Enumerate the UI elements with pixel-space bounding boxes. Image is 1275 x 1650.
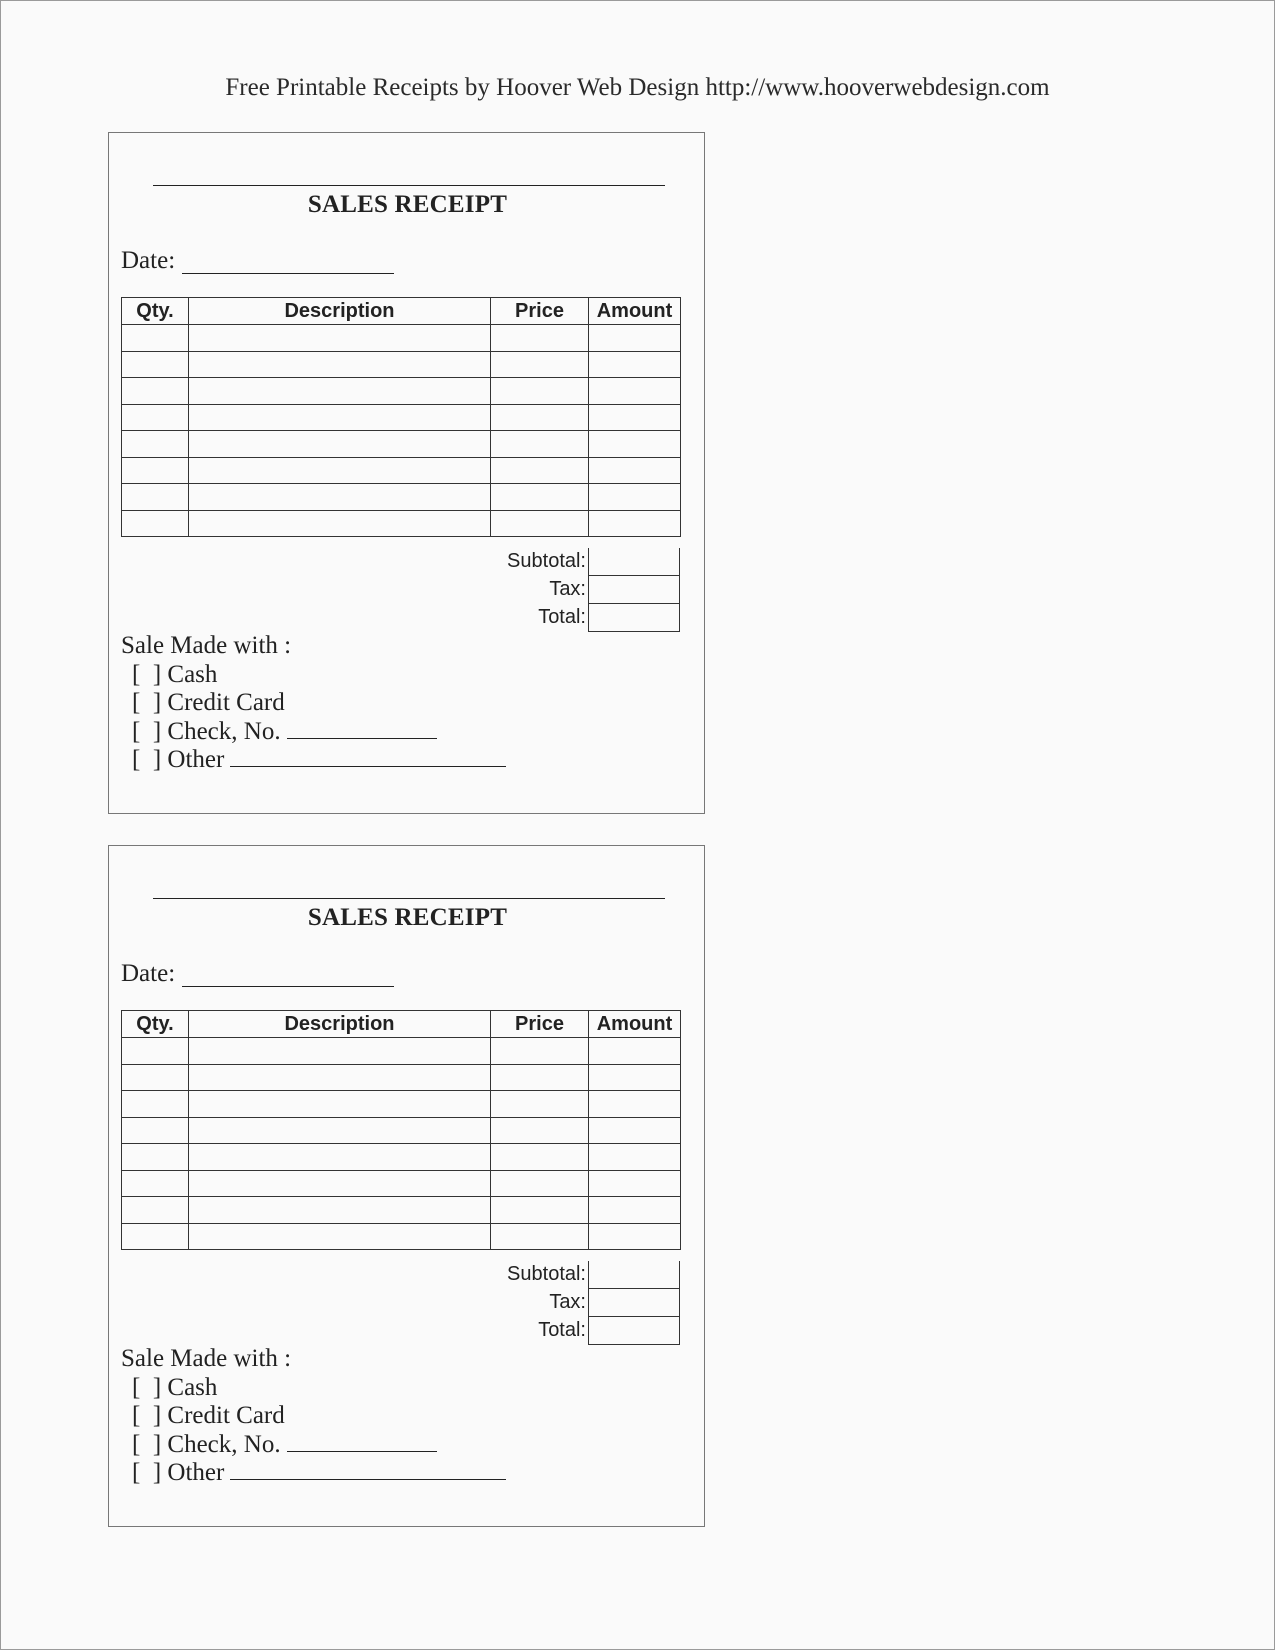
price-cell[interactable] [491,378,589,405]
date-label: Date: [121,247,176,274]
payment-option-label: [ ] Cash [132,1373,218,1401]
amount-cell[interactable] [589,457,681,484]
amount-cell[interactable] [589,510,681,537]
amount-cell[interactable] [589,404,681,431]
payment-option-label: [ ] Check, No. [132,1430,281,1458]
payment-option-label: [ ] Other [132,1459,225,1486]
payment-section [121,632,506,775]
sales-receipt-2 [108,845,705,1527]
payment-option-cash[interactable] [121,1374,506,1403]
price-cell[interactable] [491,1064,589,1091]
sale-made-with-label: Sale Made with : [121,1345,292,1372]
payment-option-credit-card[interactable] [121,1402,506,1431]
subtotal-row [121,1261,680,1289]
qty-cell[interactable] [122,510,189,537]
payment-option-check[interactable] [121,1431,506,1460]
amount-cell[interactable] [589,1144,681,1171]
payment-option-cash[interactable] [121,661,506,690]
amount-cell[interactable] [589,1038,681,1065]
date-field-line[interactable] [182,273,394,274]
amount-cell[interactable] [589,1091,681,1118]
price-cell[interactable] [491,404,589,431]
payment-section [121,1345,506,1488]
description-cell[interactable] [189,1144,491,1171]
qty-cell[interactable] [122,431,189,458]
table-row [122,1197,681,1224]
receipt-title: SALES RECEIPT [307,904,508,931]
price-cell[interactable] [491,1117,589,1144]
table-header-row [122,1011,681,1038]
qty-cell[interactable] [122,1038,189,1065]
receipt-title: SALES RECEIPT [307,191,508,218]
description-cell[interactable] [189,404,491,431]
payment-option-label: [ ] Credit Card [132,689,285,716]
qty-cell[interactable] [122,1117,189,1144]
amount-cell[interactable] [589,431,681,458]
subtotal-field[interactable] [588,1261,680,1289]
check-number-line[interactable] [287,1431,437,1452]
qty-cell[interactable] [122,1144,189,1171]
qty-cell[interactable] [122,1223,189,1250]
price-cell[interactable] [491,431,589,458]
business-name-line[interactable] [153,185,665,186]
qty-cell[interactable] [122,484,189,511]
tax-field[interactable] [588,576,680,604]
amount-cell[interactable] [589,484,681,511]
column-header-description: Description [189,1011,491,1038]
column-header-amount: Amount [589,298,681,325]
total-label: Total: [538,1319,586,1341]
item-rows [122,1038,681,1250]
column-header-description: Description [189,298,491,325]
description-cell[interactable] [189,325,491,352]
amount-cell[interactable] [589,1223,681,1250]
amount-cell[interactable] [589,1170,681,1197]
sale-made-with-label: Sale Made with : [121,632,292,659]
other-payment-line[interactable] [230,746,506,767]
tax-label: Tax: [549,578,586,600]
payment-option-label: [ ] Check, No. [132,717,281,745]
amount-cell[interactable] [589,1197,681,1224]
description-cell[interactable] [189,351,491,378]
subtotal-label: Subtotal: [507,550,586,572]
check-number-line[interactable] [287,718,437,739]
table-row [122,404,681,431]
payment-option-label: [ ] Credit Card [132,1402,285,1429]
description-cell[interactable] [189,431,491,458]
price-cell[interactable] [491,1223,589,1250]
tax-label: Tax: [549,1291,586,1313]
amount-cell[interactable] [589,325,681,352]
total-row [121,1317,680,1345]
column-header-qty: Qty. [122,298,189,325]
qty-cell[interactable] [122,457,189,484]
table-row [122,431,681,458]
column-header-amount: Amount [589,1011,681,1038]
tax-row [121,576,680,604]
payment-option-check[interactable] [121,718,506,747]
items-table [121,1010,681,1250]
description-cell[interactable] [189,1117,491,1144]
description-cell[interactable] [189,1091,491,1118]
qty-cell[interactable] [122,1091,189,1118]
description-cell[interactable] [189,1064,491,1091]
table-row [122,1117,681,1144]
price-cell[interactable] [491,1038,589,1065]
total-field[interactable] [588,604,680,632]
sales-receipt-1 [108,132,705,814]
items-table [121,297,681,537]
total-field[interactable] [588,1317,680,1345]
total-label: Total: [538,606,586,628]
payment-option-other[interactable] [121,1459,506,1488]
table-row [122,351,681,378]
description-cell[interactable] [189,1170,491,1197]
description-cell[interactable] [189,457,491,484]
date-label: Date: [121,960,176,987]
table-row [122,1064,681,1091]
table-row [122,510,681,537]
other-payment-line[interactable] [230,1459,506,1480]
tax-row [121,1289,680,1317]
table-row [122,484,681,511]
amount-cell[interactable] [589,378,681,405]
tax-field[interactable] [588,1289,680,1317]
table-row [122,1170,681,1197]
description-cell[interactable] [189,378,491,405]
price-cell[interactable] [491,1197,589,1224]
subtotal-label: Subtotal: [507,1263,586,1285]
price-cell[interactable] [491,484,589,511]
table-row [122,1223,681,1250]
qty-cell[interactable] [122,404,189,431]
business-name-line[interactable] [153,898,665,899]
table-row [122,325,681,352]
amount-cell[interactable] [589,351,681,378]
table-row [122,1038,681,1065]
table-row [122,457,681,484]
table-row [122,1091,681,1118]
column-header-price: Price [491,298,589,325]
price-cell[interactable] [491,1170,589,1197]
description-cell[interactable] [189,1223,491,1250]
qty-cell[interactable] [122,325,189,352]
price-cell[interactable] [491,1091,589,1118]
date-field-line[interactable] [182,986,394,987]
qty-cell[interactable] [122,1197,189,1224]
subtotal-field[interactable] [588,548,680,576]
totals-section [121,548,680,632]
table-row [122,1144,681,1171]
subtotal-row [121,548,680,576]
price-cell[interactable] [491,457,589,484]
qty-cell[interactable] [122,1064,189,1091]
payment-option-label: [ ] Other [132,746,225,773]
page-header: Free Printable Receipts by Hoover Web Design http://www.hooverwebdesign.com [225,74,1050,101]
total-row [121,604,680,632]
price-cell[interactable] [491,325,589,352]
item-rows [122,325,681,537]
table-row [122,378,681,405]
column-header-price: Price [491,1011,589,1038]
table-header-row [122,298,681,325]
qty-cell[interactable] [122,1170,189,1197]
price-cell[interactable] [491,1144,589,1171]
description-cell[interactable] [189,1197,491,1224]
payment-option-label: [ ] Cash [132,660,218,688]
amount-cell[interactable] [589,1117,681,1144]
column-header-qty: Qty. [122,1011,189,1038]
qty-cell[interactable] [122,351,189,378]
payment-option-credit-card[interactable] [121,689,506,718]
price-cell[interactable] [491,510,589,537]
amount-cell[interactable] [589,1064,681,1091]
price-cell[interactable] [491,351,589,378]
totals-section [121,1261,680,1345]
description-cell[interactable] [189,1038,491,1065]
description-cell[interactable] [189,484,491,511]
payment-option-other[interactable] [121,746,506,775]
description-cell[interactable] [189,510,491,537]
qty-cell[interactable] [122,378,189,405]
